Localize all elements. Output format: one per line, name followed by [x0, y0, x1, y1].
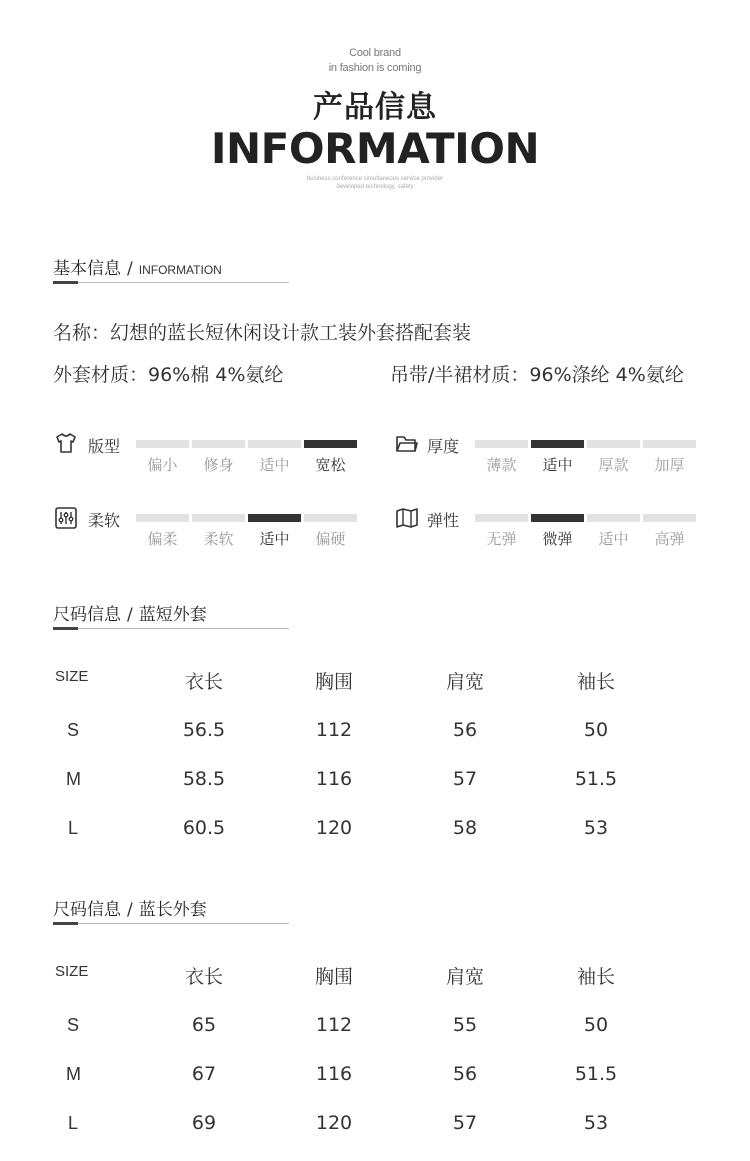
table-header-sleeve: 袖长 [576, 966, 615, 988]
table-header-length: 衣长 [184, 966, 223, 988]
meter-segment-selected [531, 440, 584, 448]
size-table-subtitle: 蓝短外套 [138, 605, 207, 625]
meter-segment [136, 514, 189, 522]
meter-segment [475, 440, 528, 448]
size-table-title: 尺码信息 [53, 900, 121, 920]
table-header-length: 衣长 [184, 671, 223, 693]
row-size-label: S [67, 1015, 80, 1035]
meter-option: 偏硬 [315, 530, 346, 548]
meter-option: 柔软 [203, 530, 234, 548]
folder-icon [395, 432, 419, 456]
table-cell: 56.5 [182, 719, 226, 741]
meter-option-selected: 适中 [259, 530, 290, 548]
skirt-material: 吊带/半裙材质：96%涤纶 4%氨纶 [390, 364, 684, 386]
meter-option: 适中 [598, 530, 629, 548]
section-divider-accent [53, 281, 78, 284]
product-name: 名称：幻想的蓝长短休闲设计款工装外套搭配套装 [53, 322, 472, 344]
page-title-english: INFORMATION [210, 124, 540, 173]
size-table-heading [53, 600, 207, 625]
meter-option: 适中 [259, 456, 290, 474]
heading-slash: / [127, 900, 133, 920]
row-size-label: S [67, 720, 80, 740]
meter-option: 修身 [203, 456, 234, 474]
table-header-shoulder: 肩宽 [445, 671, 484, 693]
attribute-label: 版型 [88, 437, 121, 456]
meter-option: 偏小 [147, 456, 178, 474]
table-cell: 56 [452, 719, 478, 741]
table-cell: 69 [191, 1112, 217, 1134]
basic-info-heading [53, 254, 222, 279]
table-cell: 120 [315, 817, 353, 839]
meter-segment-selected [304, 440, 357, 448]
row-size-label: M [66, 1064, 81, 1084]
brand-slogan-line-1: Cool brand [349, 47, 401, 59]
table-cell: 57 [452, 768, 478, 790]
table-header-sleeve: 袖长 [576, 671, 615, 693]
table-cell: 65 [191, 1014, 217, 1036]
meter-option: 偏柔 [147, 530, 178, 548]
table-header-size: SIZE [55, 963, 89, 980]
attribute-label: 厚度 [427, 437, 460, 456]
table-cell: 116 [315, 1063, 353, 1085]
table-cell: 53 [583, 1112, 609, 1134]
meter-segment [587, 440, 640, 448]
table-cell: 51.5 [574, 768, 618, 790]
meter-segment [248, 440, 301, 448]
table-header-size: SIZE [55, 668, 89, 685]
meter-option: 无弹 [486, 530, 517, 548]
table-cell: 112 [315, 1014, 353, 1036]
meter-option: 高弹 [654, 530, 685, 548]
section-divider [53, 628, 289, 629]
meter-segment [587, 514, 640, 522]
table-cell: 50 [583, 1014, 609, 1036]
heading-slash: / [127, 605, 133, 625]
table-cell: 51.5 [574, 1063, 618, 1085]
table-cell: 60.5 [182, 817, 226, 839]
tagline-line-1: business conference simultaneous service provider [306, 176, 444, 182]
meter-segment [643, 440, 696, 448]
meter-segment [136, 440, 189, 448]
meter-option-selected: 宽松 [315, 456, 346, 474]
meter-option: 厚款 [598, 456, 629, 474]
table-cell: 56 [452, 1063, 478, 1085]
page-title-chinese: 产品信息 [313, 90, 437, 125]
heading-slash: / [127, 259, 133, 279]
table-header-chest: 胸围 [314, 966, 353, 988]
section-divider-accent [53, 627, 78, 630]
meter-segment [192, 514, 245, 522]
sliders-icon [54, 506, 78, 530]
table-cell: 55 [452, 1014, 478, 1036]
meter-option-selected: 微弹 [542, 530, 573, 548]
row-size-label: L [68, 818, 79, 838]
meter-option: 加厚 [654, 456, 685, 474]
meter-segment-selected [248, 514, 301, 522]
attribute-label: 弹性 [427, 511, 460, 530]
meter-option: 薄款 [486, 456, 517, 474]
basic-info-title: 基本信息 [53, 259, 121, 279]
size-table-title: 尺码信息 [53, 605, 121, 625]
row-size-label: M [66, 769, 81, 789]
meter-option-selected: 适中 [542, 456, 573, 474]
table-cell: 58 [452, 817, 478, 839]
table-cell: 67 [191, 1063, 217, 1085]
table-header-chest: 胸围 [314, 671, 353, 693]
table-cell: 116 [315, 768, 353, 790]
table-cell: 58.5 [182, 768, 226, 790]
tshirt-icon [54, 431, 78, 455]
map-fold-icon [395, 506, 419, 530]
table-cell: 53 [583, 817, 609, 839]
table-cell: 57 [452, 1112, 478, 1134]
table-cell: 50 [583, 719, 609, 741]
meter-segment [192, 440, 245, 448]
size-table-heading [53, 895, 207, 920]
row-size-label: L [68, 1113, 79, 1133]
meter-segment [304, 514, 357, 522]
attribute-label: 柔软 [88, 511, 121, 530]
brand-slogan-line-2: in fashion is coming [328, 62, 422, 74]
table-cell: 112 [315, 719, 353, 741]
jacket-material: 外套材质：96%棉 4%氨纶 [53, 364, 284, 386]
meter-segment [643, 514, 696, 522]
meter-segment [475, 514, 528, 522]
basic-info-subtitle: INFORMATION [138, 263, 222, 277]
section-divider [53, 923, 289, 924]
section-divider [53, 282, 289, 283]
meter-segment-selected [531, 514, 584, 522]
section-divider-accent [53, 922, 78, 925]
table-cell: 120 [315, 1112, 353, 1134]
size-table-subtitle: 蓝长外套 [138, 900, 207, 920]
tagline-line-2: developed technology, safety [336, 184, 414, 190]
table-header-shoulder: 肩宽 [445, 966, 484, 988]
